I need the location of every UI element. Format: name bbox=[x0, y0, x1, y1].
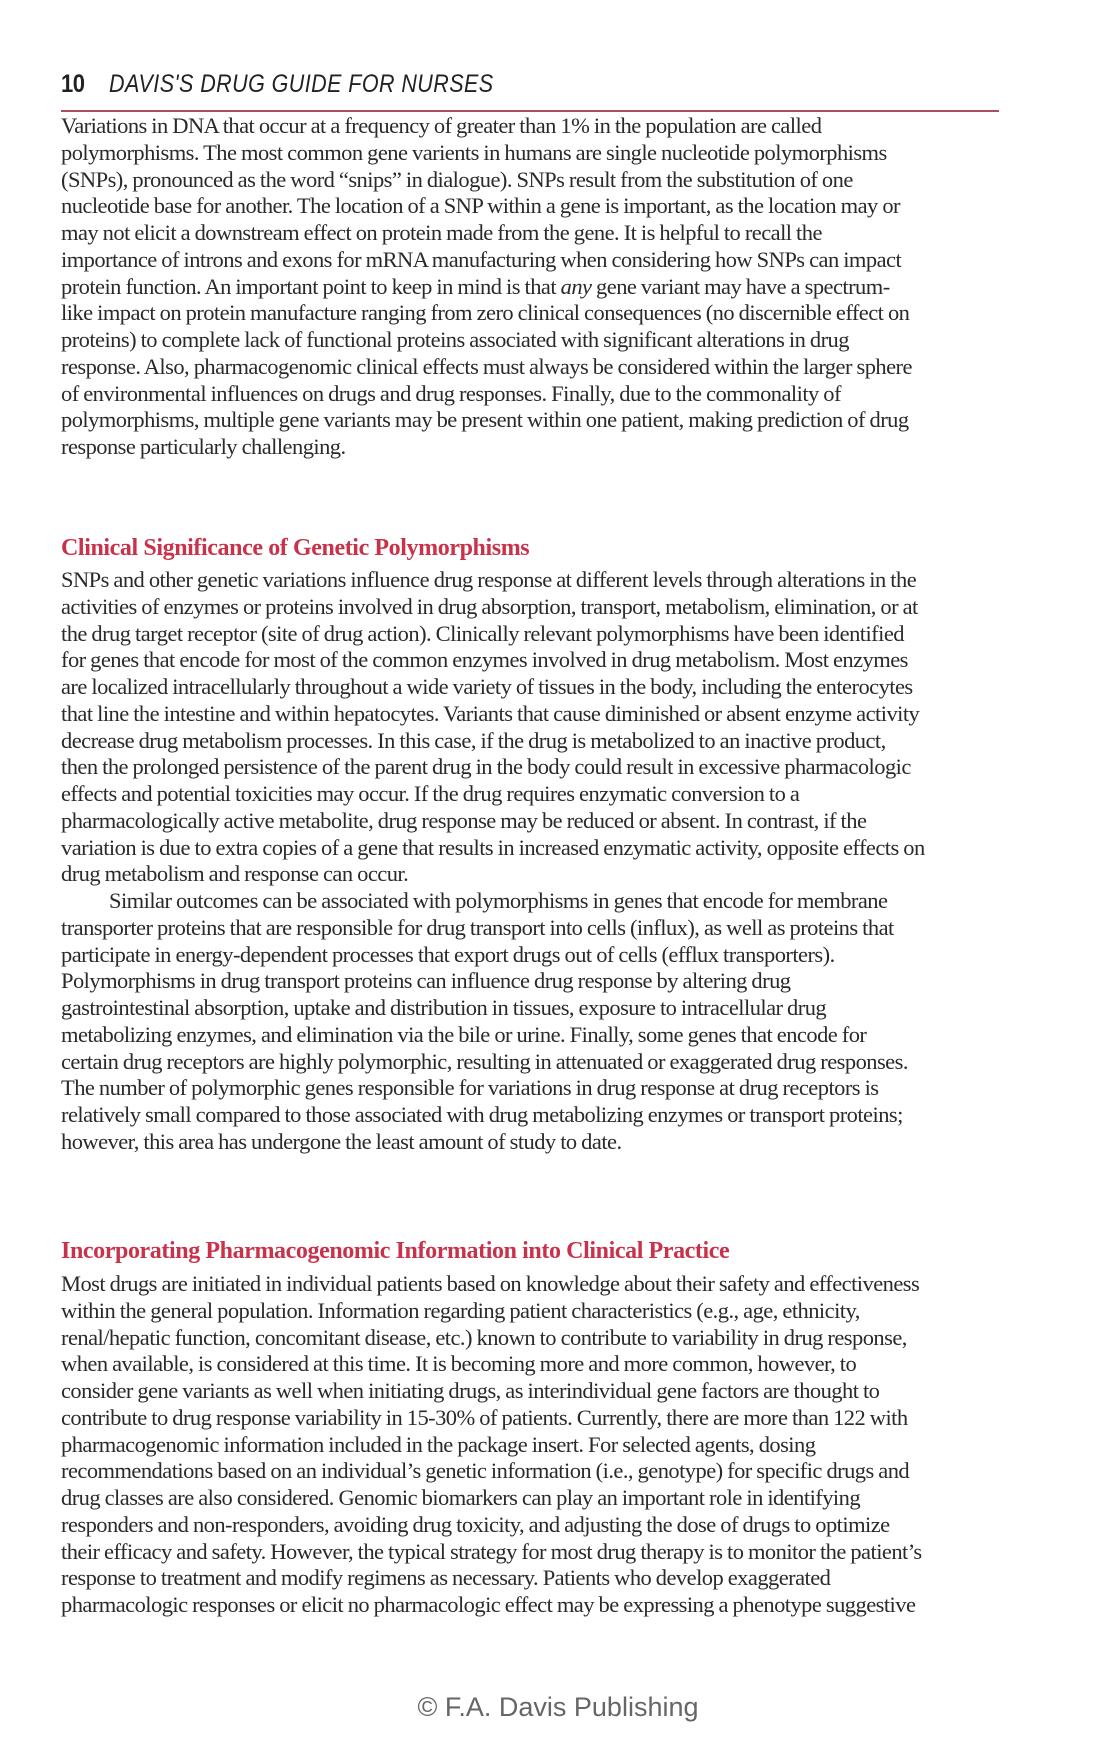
text-line: nucleotide base for another. The location of a SNP within a gene is important, as the location may or bbox=[61, 193, 900, 219]
text-line: may not elicit a downstream effect on protein made from the gene. It is helpful to recall the bbox=[61, 220, 822, 245]
text-segment: protein function. An important point to keep in mind is that bbox=[61, 273, 561, 299]
text-line: then the prolonged persistence of the parent drug in the body could result in excessive pharmacologic bbox=[61, 754, 911, 780]
text-line: Most drugs are initiated in individual patients based on knowledge about their safety and effectiveness bbox=[61, 1271, 920, 1296]
text-line: effects and potential toxicities may occur. If the drug requires enzymatic conversion to a bbox=[61, 781, 800, 806]
text-line: response. Also, pharmacogenomic clinical effects must always be considered within the larger sphere bbox=[61, 353, 912, 379]
text-line: that line the intestine and within hepatocytes. Variants that cause diminished or absent enzyme activity bbox=[61, 700, 920, 726]
text-line: pharmacologically active metabolite, drug response may be reduced or absent. In contrast, if the bbox=[61, 807, 867, 833]
text-line: the drug target receptor (site of drug action). Clinically relevant polymorphisms have been identified bbox=[61, 620, 904, 646]
running-head bbox=[61, 66, 999, 112]
text-line: responders and non-responders, avoiding drug toxicity, and adjusting the dose of drugs to optimize bbox=[61, 1511, 890, 1537]
text-line: SNPs and other genetic variations influence drug response at different levels through alterations in the bbox=[61, 567, 917, 592]
text-line: response particularly challenging. bbox=[61, 434, 346, 459]
copyright-footer bbox=[0, 1692, 1116, 1723]
text-line: variation is due to extra copies of a gene that results in increased enzymatic activity, opposite effects on bbox=[61, 834, 925, 860]
text-line: within the general population. Information regarding patient characteristics (e.g., age, ethnicity, bbox=[61, 1297, 860, 1323]
text-line: of environmental influences on drugs and drug responses. Finally, due to the commonality of bbox=[61, 380, 841, 406]
text-segment: gene variant may have a spectrum- bbox=[591, 273, 890, 299]
text-line: like impact on protein manufacture ranging from zero clinical consequences (no discernible effect on bbox=[61, 300, 910, 326]
text-line: polymorphisms, multiple gene variants may be present within one patient, making prediction of drug bbox=[61, 407, 909, 433]
text-line: drug classes are also considered. Genomic biomarkers can play an important role in identifying bbox=[61, 1485, 861, 1510]
text-line: participate in energy-dependent processes that export drugs out of cells (efflux transporters). bbox=[61, 941, 835, 967]
text-line: importance of introns and exons for mRNA manufacturing when considering how SNPs can impact bbox=[61, 246, 902, 272]
text-line: metabolizing enzymes, and elimination via the bile or urine. Finally, some genes that encode for bbox=[61, 1021, 867, 1047]
text-line: are localized intracellularly throughout a wide variety of tissues in the body, including the enterocytes bbox=[61, 674, 913, 699]
text-line: The number of polymorphic genes responsible for variations in drug response at drug receptors is bbox=[61, 1075, 879, 1101]
section-heading-incorporating-pharmacogenomics: Incorporating Pharmacogenomic Information into Clinical Practice bbox=[61, 1238, 730, 1264]
text-line: transporter proteins that are responsible for drug transport into cells (influx), as well as proteins that bbox=[61, 914, 894, 940]
text-line: contribute to drug response variability in 15-30% of patients. Currently, there are more than 122 with bbox=[61, 1404, 908, 1430]
page-number: 10 bbox=[61, 70, 85, 98]
text-line: their efficacy and safety. However, the typical strategy for most drug therapy is to monitor the patient’s bbox=[61, 1538, 922, 1564]
text-line: consider gene variants as well when initiating drugs, as interindividual gene factors are thought to bbox=[61, 1378, 880, 1403]
text-line: pharmacologic responses or elicit no pharmacologic effect may be expressing a phenotype suggestive bbox=[61, 1592, 916, 1617]
text-line: proteins) to complete lack of functional proteins associated with significant alterations in drug bbox=[61, 327, 849, 352]
text-line bbox=[61, 274, 912, 301]
text-line: response to treatment and modify regimens as necessary. Patients who develop exaggerated bbox=[61, 1565, 831, 1591]
text-line: certain drug receptors are highly polymorphic, resulting in attenuated or exaggerated drug responses. bbox=[61, 1048, 908, 1074]
text-line: relatively small compared to those associated with drug metabolizing enzymes or transport proteins; bbox=[61, 1102, 903, 1127]
text-line: however, this area has undergone the least amount of study to date. bbox=[61, 1128, 622, 1154]
text-line: Polymorphisms in drug transport proteins can influence drug response by altering drug bbox=[61, 968, 791, 994]
text-line: activities of enzymes or proteins involved in drug absorption, transport, metabolism, elimination, or at bbox=[61, 593, 918, 619]
text-line: for genes that encode for most of the common enzymes involved in drug metabolism. Most enzymes bbox=[61, 647, 908, 673]
text-line: polymorphisms. The most common gene varients in humans are single nucleotide polymorphisms bbox=[61, 139, 887, 165]
text-line: decrease drug metabolism processes. In this case, if the drug is metabolized to an inactive product, bbox=[61, 727, 886, 753]
book-title: DAVIS'S DRUG GUIDE FOR NURSES bbox=[109, 70, 494, 98]
text-line: renal/hepatic function, concomitant disease, etc.) known to contribute to variability in drug response, bbox=[61, 1324, 907, 1350]
text-line-indented: Similar outcomes can be associated with polymorphisms in genes that encode for membrane bbox=[109, 888, 888, 913]
text-line: (SNPs), pronounced as the word “snips” in dialogue). SNPs result from the substitution of one bbox=[61, 166, 853, 192]
text-line: gastrointestinal absorption, uptake and distribution in tissues, exposure to intracellular drug bbox=[61, 995, 827, 1020]
emphasis-text: any bbox=[560, 273, 592, 299]
text-line: Variations in DNA that occur at a frequency of greater than 1% in the population are called bbox=[61, 113, 822, 138]
copyright-text: © F.A. Davis Publishing bbox=[417, 1692, 699, 1722]
text-line: drug metabolism and response can occur. bbox=[61, 861, 409, 887]
text-line: when available, is considered at this time. It is becoming more and more common, however, to bbox=[61, 1351, 857, 1377]
text-line: recommendations based on an individual’s genetic information (i.e., genotype) for specific drugs and bbox=[61, 1458, 910, 1484]
section-body-clinical-significance bbox=[61, 567, 925, 1156]
section-heading-clinical-significance: Clinical Significance of Genetic Polymorphisms bbox=[61, 535, 530, 561]
section-body-incorporating-pharmacogenomics bbox=[61, 1271, 922, 1619]
text-line: pharmacogenomic information included in the package insert. For selected agents, dosing bbox=[61, 1431, 816, 1457]
intro-paragraph bbox=[61, 113, 912, 461]
